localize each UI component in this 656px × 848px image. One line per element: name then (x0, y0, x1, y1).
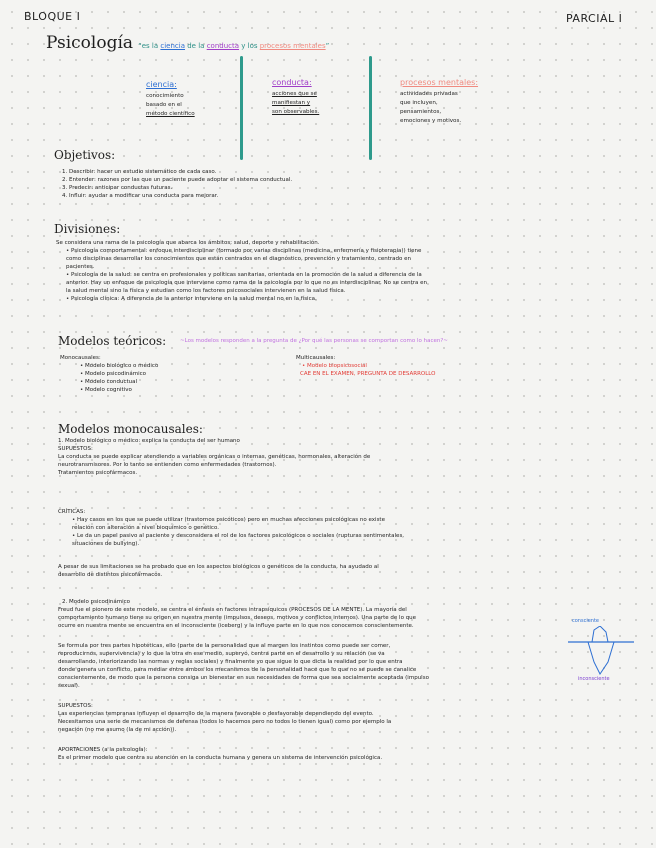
list-item: • Modelo biológico o médico (80, 363, 159, 369)
paragraph-line: Se formula por tres partes hipotéticas, ello (parte de la personalidad que al margen los instintos como puede ser comer, (58, 643, 391, 649)
column-ciencia (146, 80, 195, 119)
section-label: SUPUESTOS: (58, 446, 93, 452)
column-line: pensamientos, (400, 109, 442, 115)
section-label: APORTACIONES (a la psicología): (58, 747, 148, 753)
iceberg-icon (566, 626, 636, 678)
paragraph-line: Tratamientos psicofármacos. (58, 470, 138, 476)
modelos-teoricos-note: ~Los modelos responden a la pregunta de ¿Por qué las personas se comportan como lo hacen?~ (180, 338, 448, 344)
column-heading: procesos mentales: (400, 78, 479, 87)
column-divider-right (369, 56, 372, 160)
section-label: CRÍTICAS: (58, 509, 86, 515)
monocausales-list (60, 354, 158, 394)
iceberg-label-bottom: inconsciente (578, 676, 610, 682)
section-label: SUPUESTOS: (58, 703, 93, 709)
list-item: 1. Describir: hacer un estudio sistemático de cada caso. (62, 169, 217, 175)
page-title (46, 33, 329, 53)
column-procesos (400, 78, 478, 126)
paragraph-line: reproducirnos, supervivencia) y lo que la otra en ese medio, superyó, centra parte en el desarrollo y su relación (se va (58, 651, 385, 657)
definition-part: ” (325, 42, 330, 50)
list-item: • Modelo psicodinámico (80, 371, 147, 377)
list-item: como disciplinas desarrollar los conocimientos que están centrados en el diagnóstico, prevención y tratamiento, centrado en (66, 256, 411, 262)
list-item: situaciones de bullying). (72, 541, 140, 547)
title-word: Psicología (46, 33, 134, 53)
definition-part: procesos mentales (259, 42, 326, 50)
multicausales-label: Multicausales: (296, 355, 336, 361)
column-heading: ciencia: (146, 80, 177, 89)
modelo-biologico (58, 437, 370, 477)
paragraph-line: comportamiento humano tiene su origen en nuestra mente (impulsos, deseos, motivos y conflictos internos). Una parte de lo que (58, 615, 417, 621)
column-line: emociones y motivos. (400, 118, 462, 124)
modelo-psicodinamico (58, 598, 429, 762)
paragraph-line: ocurre en nuestra mente se encuentra en el inconsciente (iceberg) y la influye parte en lo que nos conocemos conscientemente. (58, 623, 414, 629)
divisiones-body (56, 239, 427, 303)
list-item: • Psicología de la salud: se centra en profesionales y políticas sanitarias, orientada en la promoción de la salud a diferencia de la (66, 272, 422, 278)
column-line: conocimiento (146, 93, 184, 99)
list-item: relación con alteración a nivel bioquímico o genético. (72, 525, 219, 531)
paragraph-line: La conducta se puede explicar atendiendo a variables orgánicas o internas, genéticas, hormonales, alteración de (58, 454, 371, 460)
header-left: BLOQUE I (24, 10, 81, 23)
list-item: • Modelo cognitivo (80, 387, 132, 393)
definition-part: de la (185, 42, 207, 50)
favor-block (58, 563, 379, 579)
list-item: • Modelo conductual (80, 379, 138, 385)
paragraph-line: A pesar de sus limitaciones se ha probado que en los aspectos biológicos o genéticos de la conducta, ha ayudado al (58, 564, 379, 570)
paragraph-line: Freud fue el pionero de este modelo, se centra el énfasis en factores intrapsíquicos (PROCESOS DE LA MENTE). La mayoría del (58, 607, 407, 613)
paragraph-line: donde genera un conflicto, para mediar entre ambos los mecanismos de la personalidad hace que lo que no se puede se canalice (58, 667, 417, 673)
multicausales-list (296, 354, 436, 378)
header-right: PARCIAL I (566, 12, 623, 25)
definition-part: ciencia (160, 42, 186, 50)
subsection-title: 2. Modelo psicodinámico (62, 599, 131, 605)
definition-part: y los (239, 42, 260, 50)
list-item: • Le da un papel pasivo al paciente y desconsidera el rol de los factores psicológicos o sociales (rupturas sentimentales, (72, 533, 405, 539)
list-item: 3. Predecir: anticipar conductas futuras. (62, 185, 173, 191)
column-line: son observables. (272, 109, 320, 115)
paragraph-line: conscientemente, de modo que la persona consiga un bienestar en sus necesidades de forma que sea socialmente aceptada (impulso (58, 675, 429, 681)
column-line: método científico (146, 111, 195, 117)
paragraph-line: Es el primer modelo que centra su atención en la conducta humana y genera un sistema de intervención psicológica. (58, 755, 383, 761)
criticas-block (58, 508, 404, 548)
list-item: la salud mental sino la física y estudian como los factores psicosociales intervienen en la salud física. (66, 288, 346, 294)
objetivos-heading: Objetivos: (54, 148, 116, 162)
list-item: pacientes. (66, 264, 95, 270)
objetivos-list (62, 168, 292, 200)
column-conducta (272, 78, 319, 117)
paragraph-line: desarrollando, interiorizando las normas y reglas sociales) y finalmente yo que sigue lo que dicta la realidad por lo que entra (58, 659, 403, 665)
paragraph-line: sexual). (58, 683, 80, 689)
list-item: anterior. Hay un enfoque de psicología que interviene como rama de la psicología por lo que no es interdisciplinar. No se centra en (66, 280, 428, 286)
list-item: 2. Entender: razones por las que un paciente puede adoptar el sistema conductual. (62, 177, 293, 183)
list-item: 4. Influir: ayudar a modificar una conducta para mejorar. (62, 193, 219, 199)
list-item: • Psicología clínica: A diferencia de la anterior interviene en la salud mental no en la física. (66, 296, 317, 302)
divisiones-heading: Divisiones: (54, 222, 121, 236)
definition-part: “es la (138, 42, 161, 50)
definition-part: conducta (206, 42, 240, 50)
paragraph-line: Necesitamos una serie de mecanismos de defensa (todos lo hacemos pero no todos lo tienen igual) como por ejemplo la (58, 719, 392, 725)
column-line: actividades privadas (400, 91, 458, 97)
paragraph-line: 1. Modelo biológico o médico: explica la conducta del ser humano (58, 438, 240, 444)
column-heading: conducta: (272, 78, 312, 87)
modelos-teoricos-heading: Modelos teóricos: (58, 334, 167, 348)
exam-note: CAE EN EL EXAMEN, PREGUNTA DE DESARROLLO (300, 371, 436, 377)
list-item: • Hay casos en los que se puede utilizar (trastornos psicóticos) pero en muchas afecciones psicológicas no existe (72, 517, 385, 523)
list-item: • Psicología comportamental: enfoque interdisciplinar (formado por varias disciplinas (medicina, enfermería y fisioterapia)) tiene (66, 248, 422, 254)
divisiones-intro: Se considera una rama de la psicología que abarca los ámbitos; salud, deporte y rehabilitación. (56, 240, 320, 246)
column-line: manifiestan y (272, 100, 311, 106)
paragraph-line: Las experiencias tempranas influyen el desarrollo de la manera favorable o desfavorable dependiendo del evento. (58, 711, 374, 717)
iceberg-sketch (566, 618, 636, 688)
paragraph-line: neurotransmisores. Por lo tanto se entienden como enfermedades (trastornos). (58, 462, 277, 468)
column-line: que incluyen, (400, 100, 438, 106)
list-item: • Modelo biopsicosocial (302, 363, 367, 369)
iceberg-label-top: consciente (572, 618, 600, 624)
column-divider-left (240, 56, 243, 160)
monocausales-label: Monocausales: (60, 355, 101, 361)
paragraph-line: desarrollo de distintos psicofármacos. (58, 572, 163, 578)
modelos-monocausales-heading: Modelos monocausales: (58, 422, 203, 436)
paragraph-line: negación (no me asumo (la de mi acción)). (58, 727, 177, 733)
column-line: basado en el (146, 102, 182, 108)
title-definition (138, 42, 329, 50)
column-line: acciones que se (272, 91, 317, 97)
